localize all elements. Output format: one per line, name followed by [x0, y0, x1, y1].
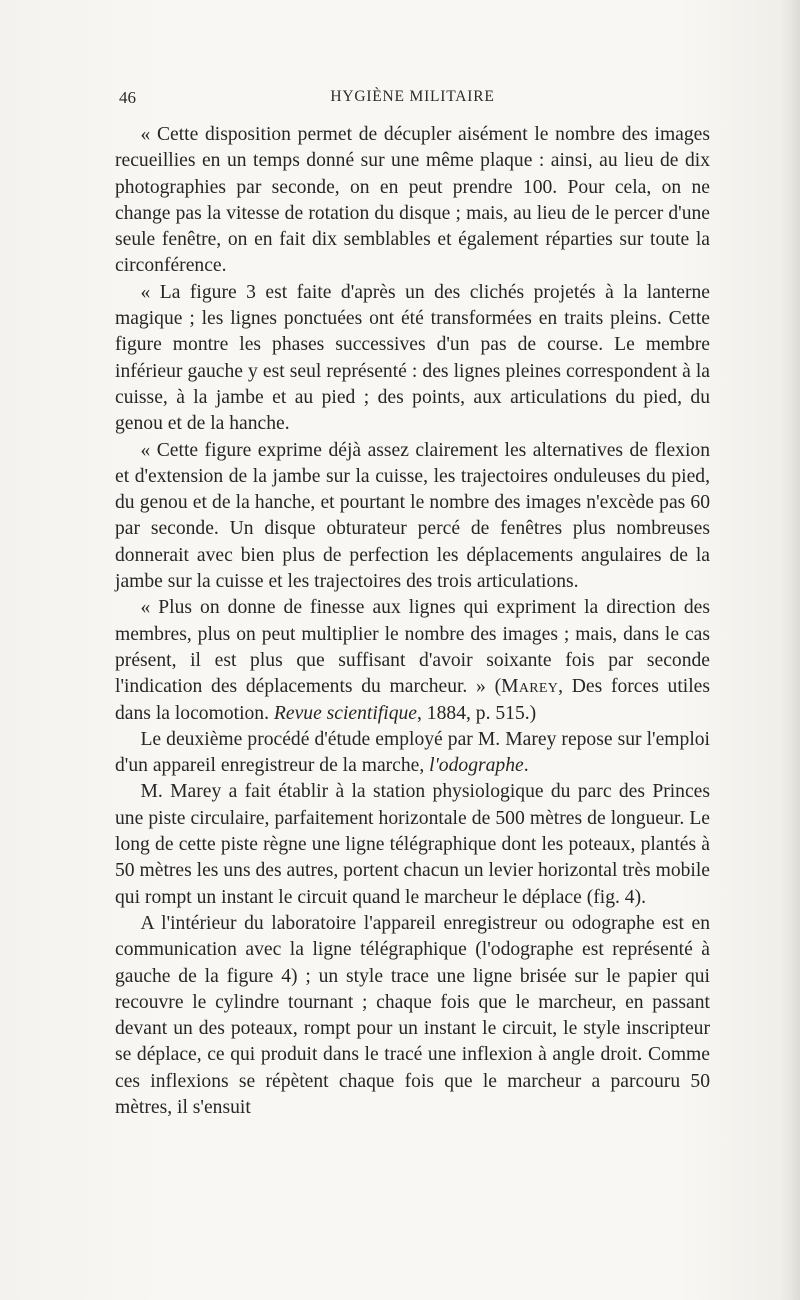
- paragraph-7: A l'intérieur du laboratoire l'appareil enregistreur ou odographe est en communication avec la ligne télégraphique (l'odographe est représenté à gauche de la figure 4) ; un style trace une ligne brisée sur le papier qui recouvre le cylindre tournant ; chaque fois que le marcheur, en passant devant un des poteaux, rompt pour un instant le circuit, le style inscripteur se déplace, ce qui produit dans le tracé une inflexion à angle droit. Comme ces inflexions se répètent chaque fois que le marcheur a parcouru 50 mètres, il s'ensuit: [115, 912, 710, 1118]
- page-header: [115, 88, 710, 114]
- page-number: 46: [119, 88, 136, 107]
- citation-title: , Des forces utiles dans la locomotion.: [115, 676, 710, 724]
- paragraph-1: « Cette disposition permet de décupler aisément le nombre des images recueillies en un temps donné sur une même plaque : ainsi, au lieu de dix photographies par seconde, on en peut prendre 100. Pour cela, on ne change pas la vitesse de rotation du disque ; mais, au lieu de le percer d'une seule fenêtre, on en fait dix semblables et également réparties sur toute la circonférence.: [115, 124, 710, 277]
- paragraph-5-text: Le deuxième procédé d'étude employé par M. Marey repose sur l'emploi d'un appareil enregistreur de la marche,: [115, 728, 710, 777]
- page-edge-shadow: [780, 0, 800, 1300]
- running-title: HYGIÈNE MILITAIRE: [330, 88, 495, 105]
- paragraph-3: « Cette figure exprime déjà assez clairement les alternatives de flexion et d'extension de la jambe sur la cuisse, les trajectoires onduleuses du pied, du genou et de la hanche, et pourtant le nombre des images n'excède pas 60 par seconde. Un disque obturateur percé de fenêtres plus nombreuses donnerait avec bien plus de perfection les déplacements angulaires de la jambe sur la cuisse et les trajectoires des trois articulations.: [115, 439, 710, 593]
- journal-name: Revue scientifique: [273, 702, 417, 724]
- citation-details: , 1884, p. 515.): [417, 702, 537, 724]
- odographe-term: l'odographe: [429, 755, 524, 777]
- paragraph-5: [115, 727, 710, 780]
- body-text: [115, 122, 710, 1121]
- paragraph-4: « Plus on donne de finesse aux lignes qui expriment la direction des membres, plus on peut multiplier le nombre des images ; mais, dans le cas présent, il est plus que suffisant d'avoir soixante fois par seconde l'indication des déplacements du marcheur. » (Marey, Des forces utiles dans la locomotion. Revue scientifique, 1884, p. 515.): [115, 597, 710, 724]
- paragraph-4-text: « Plus on donne de finesse aux lignes qui expriment la direction des membres, plus on peut multiplier le nombre des images ; mais, dans le cas présent, il est plus que suffisant d'avoir soixante fois par seconde l'indication des déplacements du marcheur. »: [115, 597, 710, 698]
- paragraph-6: M. Marey a fait établir à la station physiologique du parc des Princes une piste circulaire, parfaitement horizontale de 500 mètres de longueur. Le long de cette piste règne une ligne télégraphique dont les poteaux, plantés à 50 mètres les uns des autres, portent chacun un levier horizontal très mobile qui rompt un instant le circuit quand le marcheur le déplace (fig. 4).: [115, 781, 710, 908]
- paragraph-5-end: .: [523, 755, 529, 777]
- paragraph-2: « La figure 3 est faite d'après un des clichés projetés à la lanterne magique ; les lignes ponctuées ont été transformées en traits pleins. Cette figure montre les phases successives d'un pas de course. Le membre inférieur gauche y est seul représenté : des lignes pleines correspondent à la cuisse, à la jambe et au pied ; des points, aux articulations du pied, du genou et de la hanche.: [115, 281, 710, 435]
- author-name: Marey: [501, 676, 559, 698]
